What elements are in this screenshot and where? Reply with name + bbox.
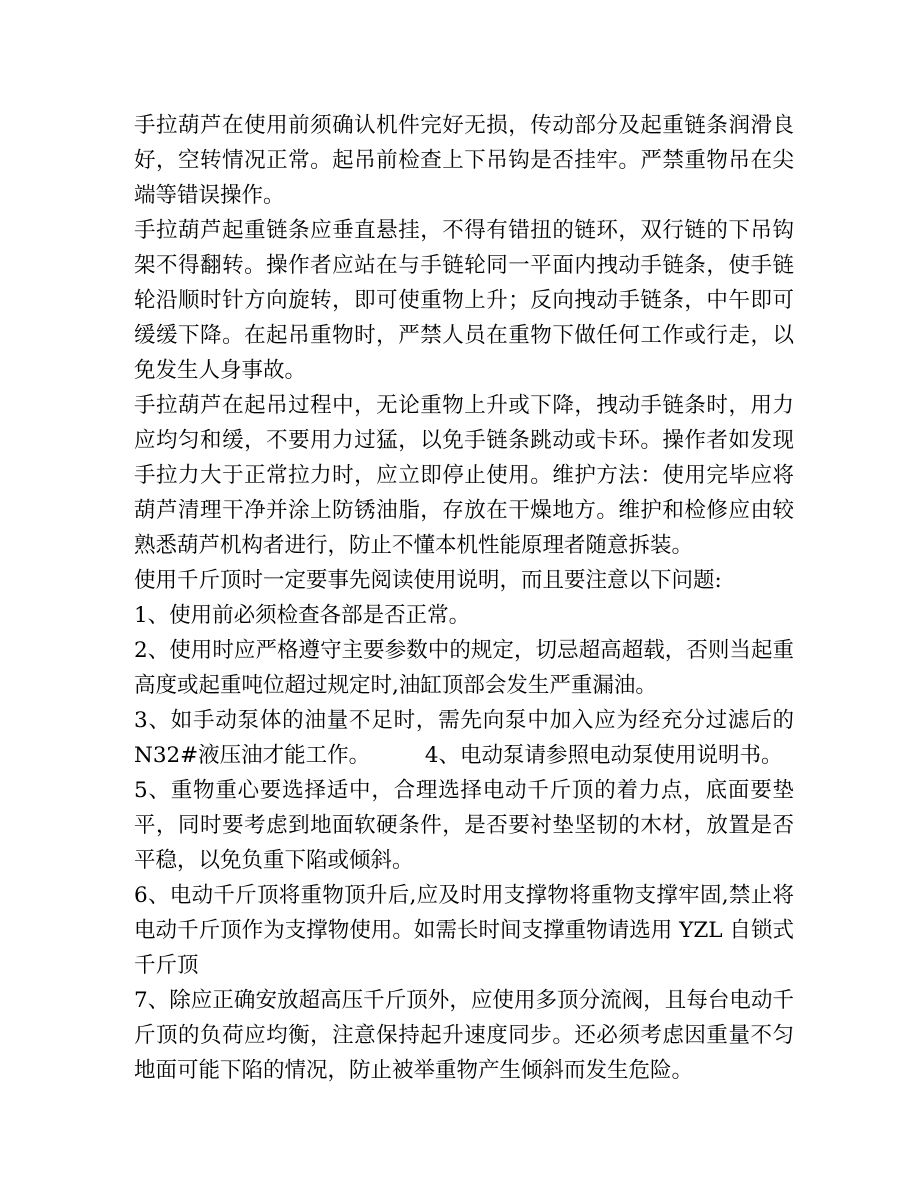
paragraph-jack-intro: 使用千斤顶时一定要事先阅读使用说明，而且要注意以下问题:: [134, 568, 722, 593]
list-item-jack-7: 7、除应正确安放超高压千斤顶外，应使用多顶分流阀，且每台电动千斤顶的负荷应均衡，注意保持起升速度同步。还必须考虑因重量不匀地面可能下陷的情况，防止被举重物产生倾斜而发生危险。: [134, 988, 794, 1083]
paragraph-hoist-pre-use-check: 手拉葫芦在使用前须确认机件完好无损，传动部分及起重链条润滑良好，空转情况正常。起吊前检查上下吊钩是否挂牢。严禁重物吊在尖端等错误操作。: [134, 113, 794, 208]
list-item-jack-2: 2、使用时应严格遵守主要参数中的规定，切忌超高超载，否则当起重高度或起重吨位超过规定时,油缸顶部会发生严重漏油。: [134, 638, 794, 698]
document-page: [134, 108, 801, 1088]
paragraph-hoist-chain-operation: 手拉葫芦起重链条应垂直悬挂，不得有错扭的链环，双行链的下吊钩架不得翻转。操作者应站在与手链轮同一平面内拽动手链条，使手链轮沿顺时针方向旋转，即可使重物上升；反向拽动手链条，中午即可缓缓下降。在起吊重物时，严禁人员在重物下做任何工作或行走，以免发生人身事故。: [134, 218, 794, 383]
list-item-jack-3-4: 3、如手动泵体的油量不足时，需先向泵中加入应为经充分过滤后的 N32#液压油才能工作。 4、电动泵请参照电动泵使用说明书。: [134, 708, 801, 768]
list-item-jack-5: 5、重物重心要选择适中，合理选择电动千斤顶的着力点，底面要垫平，同时要考虑到地面软硬条件，是否要衬垫坚韧的木材，放置是否平稳，以免负重下陷或倾斜。: [134, 778, 794, 873]
list-item-jack-1: 1、使用前必须检查各部是否正常。: [134, 603, 471, 628]
paragraph-hoist-lifting-maintenance: 手拉葫芦在起吊过程中，无论重物上升或下降，拽动手链条时，用力应均匀和缓，不要用力过猛，以免手链条跳动或卡环。操作者如发现手拉力大于正常拉力时，应立即停止使用。维护方法：使用完毕应将葫芦清理干净并涂上防锈油脂，存放在干燥地方。维护和检修应由较熟悉葫芦机构者进行，防止不懂本机性能原理者随意拆装。: [134, 393, 794, 558]
list-item-jack-6: 6、电动千斤顶将重物顶升后,应及时用支撑物将重物支撑牢固,禁止将电动千斤顶作为支撑物使用。如需长时间支撑重物请选用 YZL 自锁式千斤顶: [134, 883, 794, 978]
